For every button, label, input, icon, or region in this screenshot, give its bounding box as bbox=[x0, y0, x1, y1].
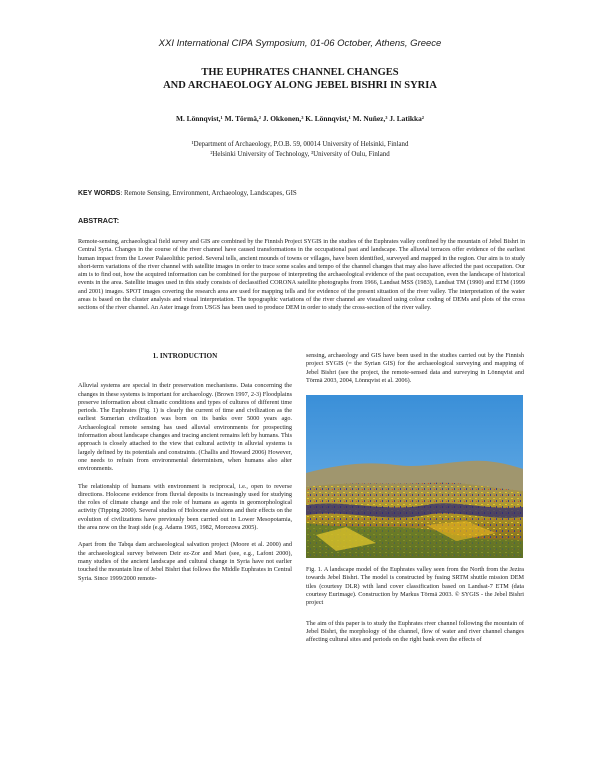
right-column bbox=[306, 352, 524, 654]
author-list: M. Lönnqvist,¹ M. Törmä,² J. Okkonen,³ K. Lönnqvist,¹ M. Nuñez,³ J. Latikka² bbox=[175, 114, 425, 123]
paper-title bbox=[0, 66, 600, 92]
affiliation-line-1: ¹Department of Archaeology, P.O.B. 59, 00014 University of Helsinki, Finland bbox=[191, 141, 409, 148]
paragraph: The aim of this paper is to study the Euphrates river channel following the mountain of Jebel Bishri, the morphology of the channel, flow of water and river channel changes affecting cultural sites and periods on the right bank even the effects of bbox=[306, 619, 524, 644]
paragraph: sensing, archaeology and GIS have been used in the studies carried out by the Finnish project SYGIS (= the Syrian GIS) for the archaeological surveying and mapping of Jebel Bishri (see the project, the remote-sensed data and surveying in Lönnqvist and Törmä 2003, 2004, Lönnqvist et al. 2006). bbox=[306, 352, 524, 384]
section-heading: 1. INTRODUCTION bbox=[152, 352, 218, 360]
affiliation-line-2: ²Helsinki University of Technology, ³University of Oulu, Finland bbox=[210, 150, 390, 158]
keywords-text: : Remote Sensing, Environment, Archaeology, Landscapes, GIS bbox=[120, 190, 297, 197]
abstract-heading: ABSTRACT: bbox=[78, 216, 120, 225]
left-column bbox=[78, 352, 292, 592]
paragraph: Alluvial systems are special in their preservation mechanisms. Data concerning the changes in these systems is important for archaeology. (Brown 1997, 2-3) Floodplains preserve information about climatic conditions and types of cultures of different time periods. The Euphrates (Fig. 1) is clearly the current of time and civilization as the earliest Sumerian civilization was born on its banks over 5000 years ago. Archaeological remote sensing has used alluvial environments for prospecting information about landscape changes and tracing ancient remains left by humans. This approach is closely attached to the view that cultural activity in alluvial systems is largely defined by its potentials and constraints. (Challis and Howard 2006) However, one needs to refrain from environmental determinism, when humans also alter environments. bbox=[78, 382, 292, 473]
keywords bbox=[78, 190, 528, 197]
title-line-2: AND ARCHAEOLOGY ALONG JEBEL BISHRI IN SYRIA bbox=[163, 80, 437, 91]
abstract-text: Remote-sensing, archaeological field survey and GIS are combined by the Finnish Project SYGIS in the studies of the Euphrates valley confined by the mountain of Jebel Bishri in Central Syria. Changes in the course of the river channel have caused transformations in the occupational past and landscape. The alluvial terraces offer evidence of the earliest human impact from the Lower Palaeolithic period. Several tells, ancient mounds of towns or villages, have been identified, surveyed and mapped in the region. Our aim is to study short-term variations of the river channel with satellite images in order to trace some scales and tempo of the channel changes that may also have affected the past occupation. Our aim is to find out, how the acquired information can be combined for the purpose of interpreting the archaeological evidence of the past occupation, even the landscape of historical events in the area. Satellite images used in this study consists of declassified CORONA satellite photographs from 1966, Landsat MSS (1983), Landsat TM (1990) and ETM (1999 and 2001) images. SPOT images covering the research area are used for mapping tells and for evidence of the present situation of the river valley. The interpretation of the water areas is based on the cluster analysis and visual interpretation. The topographic variations of the river channel are visualized using colour coding of DEMs and plots of the cross sections of the river channel. An Aster image from USGS has been used to produce DEM in order to study the cross-section of the river valley. bbox=[78, 238, 525, 312]
landscape-image bbox=[306, 395, 523, 558]
paragraph: Apart from the Tabqa dam archaeological salvation project (Moore et al. 2000) and the archaeological survey between Deir ez-Zor and Mari (see, e.g., Lafont 2000), many studies of the ancient landscape and cultural change in Syria have not earlier touched the mountain line of Jebel Bishri that follows the Middle Euphrates in Central Syria. Since 1999/2000 remote- bbox=[78, 541, 292, 582]
conference-header: XXI International CIPA Symposium, 01-06 October, Athens, Greece bbox=[158, 38, 442, 49]
title-line-1: THE EUPHRATES CHANNEL CHANGES bbox=[201, 67, 399, 78]
figure-caption: Fig. 1. A landscape model of the Euphrates valley seen from the North from the Jezira towards Jebel Bishri. The model is constructed by fusing SRTM shuttle mission DEM tiles (courtesy DLR) with land cover classification based on Landsat-7 ETM (data courtesy Eurimage). Construction by Markus Törmä 2003. © SYGIS - the Jebel Bishri project bbox=[306, 566, 524, 607]
affiliations bbox=[0, 140, 600, 159]
keywords-label: KEY WORDS bbox=[78, 190, 121, 197]
paragraph: The relationship of humans with environment is reciprocal, i.e., open to reverse directions. Holocene evidence from fluvial deposits is increasingly used for studying the roles of climate change and the role of humans as agents in geomorphological activity (Tipping 2000). Several studies of Holocene avulsions and their effects on the evolution of civilizations have previously been carried out in Lower Mesopotamia, the area now on the Iraqi side (e.g. Adams 1965, 1982, Morozova 2005). bbox=[78, 482, 292, 532]
landscape-figure bbox=[306, 395, 523, 558]
